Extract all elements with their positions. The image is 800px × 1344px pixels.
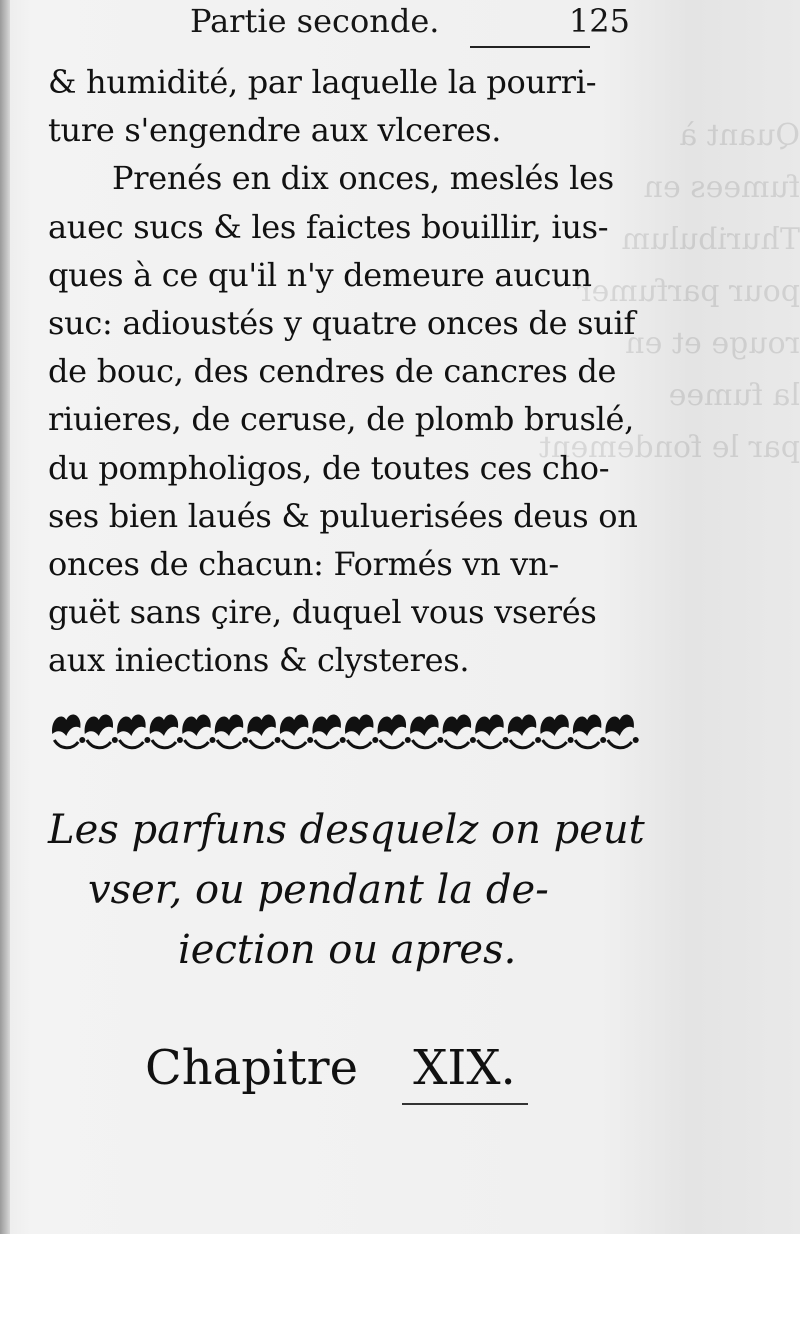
text-line: onces de chacun: Formés vn vn- <box>48 544 559 583</box>
fleuron-unit <box>410 714 443 747</box>
running-head: Partie seconde. <box>190 2 440 40</box>
text-line: du pompholigos, de toutes ces cho- <box>48 448 610 487</box>
fleuron-unit <box>280 714 313 747</box>
fleuron-unit <box>52 714 85 747</box>
text-line: auec sucs & les faictes bouillir, ius- <box>48 207 609 246</box>
chapter-rule <box>402 1103 528 1105</box>
fleuron-unit <box>215 714 248 747</box>
title-line: vser, ou pendant la de- <box>88 867 549 913</box>
body-paragraph <box>48 58 638 684</box>
page-header <box>190 2 630 44</box>
fleuron-unit <box>182 714 215 747</box>
text-line: riuieres, de ceruse, de plomb bruslé, <box>48 400 635 439</box>
header-rule <box>470 46 590 48</box>
fleuron-unit <box>85 714 118 747</box>
text-line: suc: adioustés y quatre onces de suif <box>48 303 636 342</box>
fleuron-unit <box>312 714 345 747</box>
page-number: 125 <box>568 2 630 40</box>
text-line: ses bien laués & puluerisées deus on <box>48 496 638 535</box>
section-title <box>48 800 645 980</box>
fleuron-unit <box>605 714 638 747</box>
title-line: Les parfuns desquelz on peut <box>48 807 645 853</box>
chapter-heading: Chapitre XIX. <box>145 1040 516 1096</box>
text-line: guët sans çire, duquel vous vserés <box>48 593 597 632</box>
fleuron-row <box>52 714 639 747</box>
title-line: iection ou apres. <box>178 927 517 973</box>
fleuron-unit <box>117 714 150 747</box>
text-line: ture s'engendre aux vlceres. <box>48 111 502 150</box>
gutter-shadow <box>0 0 10 1234</box>
printers-ornament-band <box>50 700 636 752</box>
bleed-through-text: Quant à fumees en Thuribulum pour parfumer rouge et en la fumee par le fondement <box>539 118 800 465</box>
fleuron-unit <box>443 714 476 747</box>
text-line: Prenés en dix onces, meslés les <box>112 159 614 198</box>
text-line: & humidité, par laquelle la pourri- <box>48 63 597 101</box>
text-line: ques à ce qu'il n'y demeure aucun <box>48 255 592 294</box>
fleuron-unit <box>540 714 573 747</box>
fleuron-unit <box>508 714 541 747</box>
fleuron-unit <box>378 714 411 747</box>
fleuron-unit <box>247 714 280 747</box>
fleuron-unit <box>475 714 508 747</box>
text-line: aux iniections & clysteres. <box>48 641 470 680</box>
fleuron-unit <box>573 714 606 747</box>
fleuron-unit <box>345 714 378 747</box>
text-line: de bouc, des cendres de cancres de <box>48 352 617 391</box>
fleuron-unit <box>150 714 183 747</box>
